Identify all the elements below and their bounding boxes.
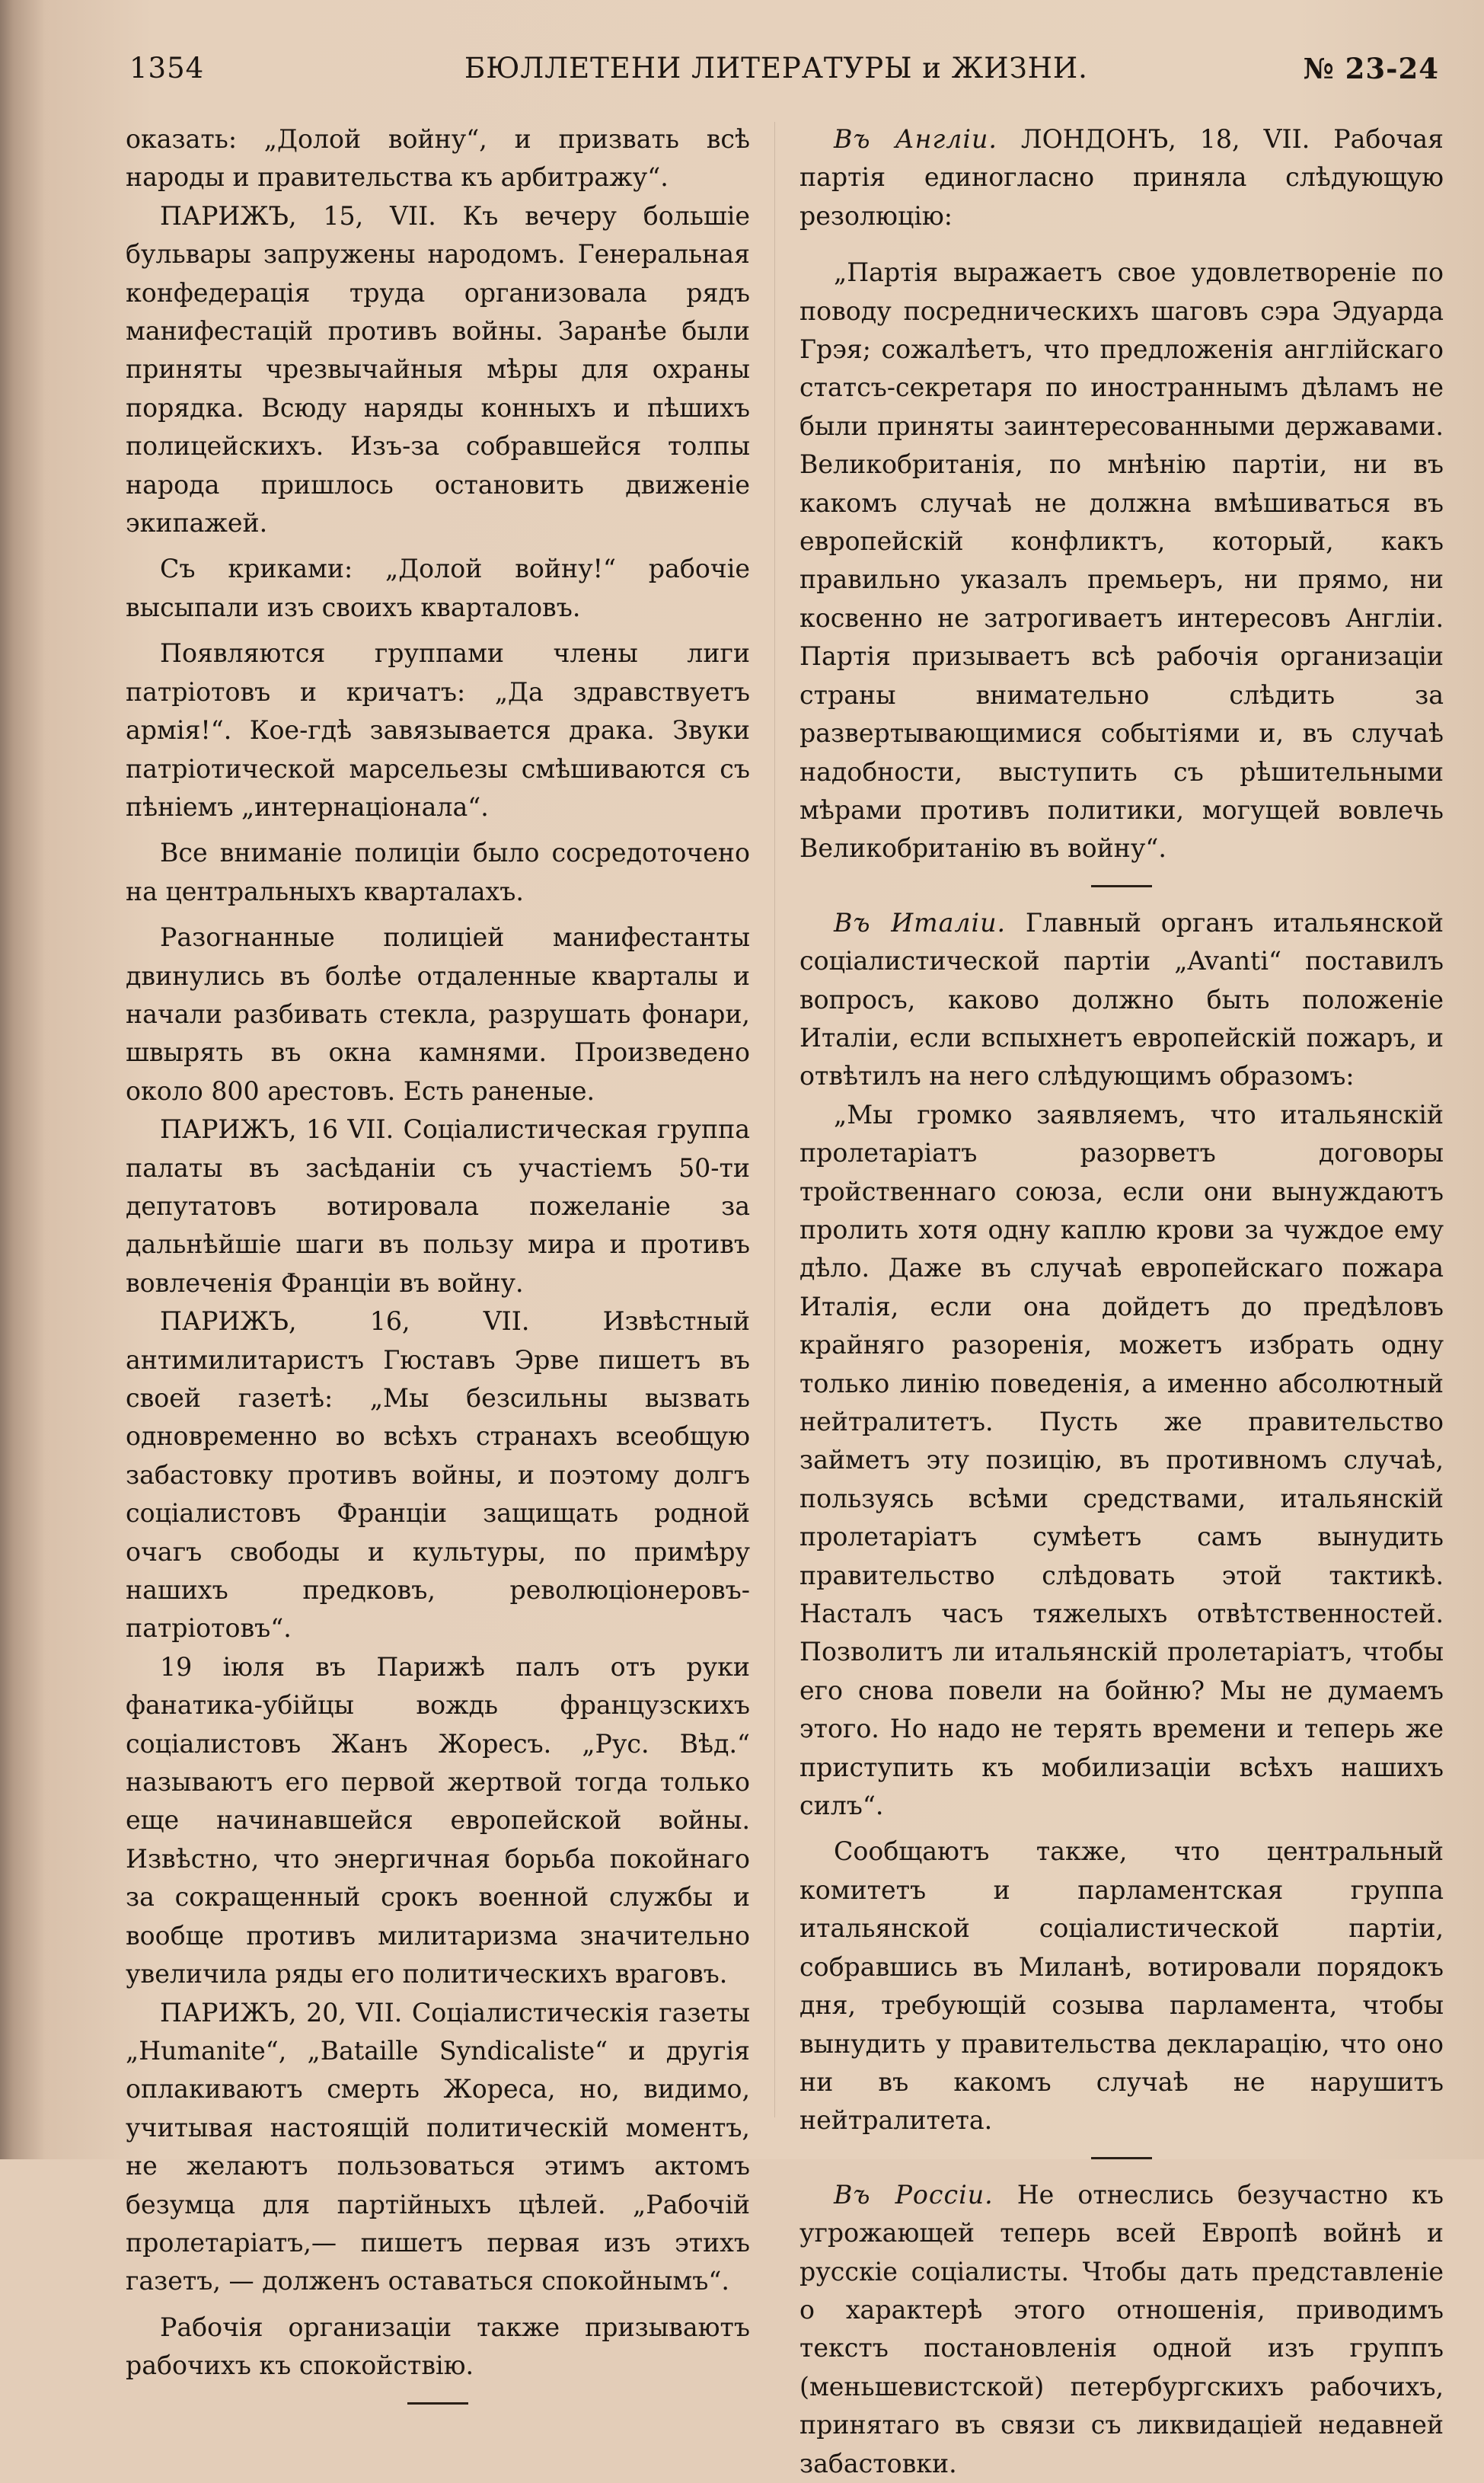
paragraph: ПАРИЖЪ, 16 VII. Соціалистическая группа палаты въ засѣданіи съ участіемъ 50-ти депутатовъ вотировала пожеланіе за дальнѣйшіе шаги въ пользу мира и противъ вовлеченія Франціи въ войну. [126,1114,750,1298]
paragraph: Появляются группами члены лиги патріотовъ и кричатъ: „Да здравствуетъ армія!“. Кое-гдѣ завязывается драка. Звуки патріотической марсельезы смѣшиваются съ пѣніемъ „интернаціонала“. [126,638,750,822]
section-separator [1091,2157,1152,2159]
italy-section [799,904,1444,1096]
paragraph: ПАРИЖЪ, 15, VII. Къ вечеру большіе бульвары запружены народомъ. Генеральная конфедерація труда организовала рядъ манифестацій противъ войны. Заранѣе были приняты чрезвычайныя мѣры для охраны порядка. Всюду наряды конныхъ и пѣшихъ полицейскихъ. Изъ-за собравшейся толпы народа пришлось остановить движеніе экипажей. [126,200,750,538]
section-lead-italy: Въ Италіи. [834,907,1007,938]
paragraph: оказать: „Долой войну“, и призвать всѣ народы и правительства къ арбитражу“. [126,124,750,193]
page-header [129,52,1439,91]
england-section [799,120,1444,235]
left-column [126,120,750,2421]
column-divider [774,122,775,2117]
section-text: Главный органъ итальянской соціалистической партіи „Avanti“ поставилъ вопросъ, каково должно быть положеніе Италіи, если вспыхнетъ европейскій пожаръ, и отвѣтилъ на него слѣдующимъ образомъ: [799,907,1444,1091]
paragraph: „Мы громко заявляемъ, что итальянскій пролетаріатъ разорветъ договоры тройственнаго союза, если они вынуждаютъ пролить хотя одну каплю крови за чуждое ему дѣло. Даже въ случаѣ европейскаго пожара Италія, если она дойдетъ до предѣловъ крайняго разоренія, можетъ избрать одну только линію поведенія, а именно абсолютный нейтралитетъ. Пусть же правительство займетъ эту позицію, въ противномъ случаѣ, пользуясь всѣми средствами, итальянскій пролетаріатъ сумѣетъ самъ вынудить правительство слѣдовать этой тактикѣ. Насталъ часъ тяжелыхъ отвѣтственностей. Позволитъ ли итальянскій пролетаріатъ, чтобы его снова повели на бойню? Мы не думаемъ этого. Но надо не терять времени и теперь же приступить къ мобилизаціи всѣхъ нашихъ силъ“. [799,1099,1444,1821]
right-column [799,120,1444,2483]
section-text: Не отнеслись безучастно къ угрожающей теперь всей Европѣ войнѣ и русскіе соціалисты. Чтобы дать представленіе о характерѣ этого отношенія, приводимъ текстъ постановленія одной изъ группъ (меньшевистской) петербургскихъ рабочихъ, принятаго въ связи съ ликвидаціей недавней забастовки. [799,2179,1444,2478]
paragraph: 19 іюля въ Парижѣ палъ отъ руки фанатика-убійцы вождь французскихъ соціалистовъ Жанъ Жоресъ. „Рус. Вѣд.“ называютъ его первой жертвой тогда только еще начинавшейся европейской войны. Извѣстно, что энергичная борьба покойнаго за сокращенный срокъ военной службы и вообще противъ милитаризма значительно увеличила ряды его политическихъ враговъ. [126,1651,750,1989]
section-separator [407,2402,468,2405]
paragraph: Разогнанные полиціей манифестанты двинулись въ болѣе отдаленные кварталы и начали разбивать стекла, разрушать фонари, швырять въ окна камнями. Произведено около 800 арестовъ. Есть раненые. [126,922,750,1106]
russia-section [799,2176,1444,2483]
paragraph: „Партія выражаетъ свое удовлетвореніе по поводу посредническихъ шаговъ сэра Эдуарда Грэя; сожалѣетъ, что предложенія англійскаго статсъ-секретаря по иностраннымъ дѣламъ не были приняты заинтересованными державами. Великобританія, по мнѣнію партіи, ни въ какомъ случаѣ не должна вмѣшиваться въ европейскій конфликтъ, который, какъ правильно указалъ премьеръ, ни прямо, ни косвенно не затрогиваетъ интересовъ Англіи. Партія призываетъ всѣ рабочія организаціи страны внимательно слѣдить за развертывающимися событіями и, въ случаѣ надобности, выступить съ рѣшительными мѣрами противъ политики, могущей вовлечь Великобританію въ войну“. [799,257,1444,864]
paragraph: ПАРИЖЪ, 20, VII. Соціалистическія газеты „Humanite“, „Bataille Syndicaliste“ и другія оплакиваютъ смерть Жореса, но, видимо, учитывая настоящій политическій моментъ, не желаютъ пользоваться этимъ актомъ безумца для партійныхъ цѣлей. „Рабочій пролетаріатъ,— пишетъ первая изъ этихъ газетъ, — долженъ оставаться спокойнымъ“. [126,1997,750,2296]
issue-number: № 23-24 [1303,52,1439,85]
paragraph: ПАРИЖЪ, 16, VII. Извѣстный антимилитаристъ Гюставъ Эрве пишетъ въ своей газетѣ: „Мы безсильны вызвать одновременно во всѣхъ странахъ всеобщую забастовку противъ войны, и поэтому долгъ соціалистовъ Франціи защищать родной очагъ свободы и культуры, по примѣру нашихъ предковъ, революціонеровъ-патріотовъ“. [126,1306,750,1644]
publication-title: БЮЛЛЕТЕНИ ЛИТЕРАТУРЫ и ЖИЗНИ. [464,52,1088,85]
section-lead-russia: Въ Россіи. [834,2179,994,2210]
page-number: 1354 [129,52,205,85]
paragraph: Рабочія организаціи также призываютъ рабочихъ къ спокойствію. [126,2312,750,2381]
section-lead-england: Въ Англіи. [834,124,997,154]
paragraph: Все вниманіе полиціи было сосредоточено на центральныхъ кварталахъ. [126,838,750,906]
paragraph: Съ криками: „Долой войну!“ рабочіе высыпали изъ своихъ кварталовъ. [126,554,750,622]
paragraph: Сообщаютъ также, что центральный комитетъ и парламентская группа итальянской соціалистической партіи, собравшись въ Миланѣ, вотировали порядокъ дня, требующій созыва парламента, чтобы вынудить у правительства декларацію, что оно ни въ какомъ случаѣ не нарушитъ нейтралитета. [799,1836,1444,2136]
section-text: ЛОНДОНЪ, 18, VII. Рабочая партія единогласно приняла слѣдующую резолюцію: [799,124,1444,231]
section-separator [1091,885,1152,887]
